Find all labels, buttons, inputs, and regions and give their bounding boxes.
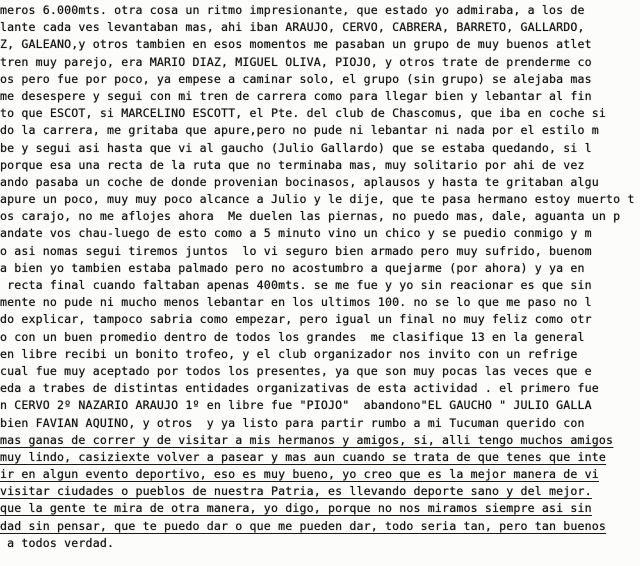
text-line: o con un buen promedio dentro de todos los grandes me clasifique 13 en la general bbox=[0, 329, 585, 344]
text-line: tren muy parejo, era MARIO DIAZ, MIGUEL OLIVA, PIOJO, y otros trate de prenderme co bbox=[0, 54, 592, 69]
text-line: bien FAVIAN AQUINO, y otros y ya listo para partir rumbo a mi Tucuman querido con bbox=[0, 415, 585, 430]
text-line-underlined: mas ganas de correr y de visitar a mis hermanos y amigos, si, alli tengo muchos amigos bbox=[0, 432, 614, 447]
text-line-underlined: ir en algun evento deportivo, eso es muy bueno, yo creo que es la mejor manera de vi bbox=[0, 467, 599, 482]
text-line: a bien yo tambien estaba palmado pero no acostumbro a quejarme (por ahora) y ya en bbox=[0, 260, 585, 275]
text-line-underlined: que la gente te mira de otra manera, yo digo, porque no nos miramos siempre asi sin bbox=[0, 501, 592, 516]
text-line: ando pasaba un coche de donde provenian bocinasos, aplausos y hasta te gritaban algu bbox=[0, 174, 599, 189]
text-line: me desespere y segui con mi tren de carrera como para llegar bien y lebantar al fin bbox=[0, 88, 592, 103]
text-line: a todos verdad. bbox=[0, 535, 115, 550]
text-line: os pero fue por poco, ya empese a caminar solo, el grupo (sin grupo) se alejaba mas bbox=[0, 71, 592, 86]
text-line: n CERVO 2º NAZARIO ARAUJO 1º en libre fue "PIOJO" abandono"EL GAUCHO " JULIO GALLA bbox=[0, 398, 592, 413]
text-line: os carajo, no me aflojes ahora Me duelen las piernas, no puedo mas, dale, aguanta un p bbox=[0, 209, 621, 224]
text-line: mente no pude ni mucho menos lebantar en los ultimos 100. no se lo que me paso no l bbox=[0, 295, 592, 310]
text-line-underlined: dad sin pensar, que te puedo dar o que me pueden dar, todo seria tan, pero tan buenos bbox=[0, 518, 607, 533]
text-line: cual fue muy aceptado por todos los presentes, ya que son muy pocas las veces que e bbox=[0, 363, 592, 378]
text-line: to que ESCOT, si MARCELINO ESCOTT, el Pte. del club de Chascomus, que iba en coche si bbox=[0, 106, 607, 121]
text-line: porque esa una recta de la ruta que no terminaba mas, muy solitario por ahi de vez bbox=[0, 157, 585, 172]
text-line: o asi nomas segui tiremos juntos lo vi seguro bien armado pero muy sufrido, buenom bbox=[0, 243, 592, 258]
text-line: be y segui asi hasta que vi al gaucho (Julio Gallardo) que se estaba quedando, si l bbox=[0, 140, 592, 155]
text-line: apure un poco, muy muy poco alcance a Julio y le dije, que te pasa hermano estoy muerto t bbox=[0, 192, 635, 207]
document-text bbox=[0, 2, 640, 552]
text-line: lante cada ves levantaban mas, ahi iban ARAUJO, CERVO, CABRERA, BARRETO, GALLARDO, bbox=[0, 20, 585, 35]
text-line-underlined: visitar ciudades o pueblos de nuestra Patria, es llevando deporte sano y del mejor. bbox=[0, 484, 592, 499]
text-line: andate vos chau-luego de esto como a 5 minuto vino un chico y se puedio conmigo y m bbox=[0, 226, 592, 241]
text-line: eda a trabes de distintas entidades organizativas de esta actividad . el primero fue bbox=[0, 381, 599, 396]
text-line: Z, GALEANO,y otros tambien en esos momentos me pasaban un grupo de muy buenos atlet bbox=[0, 37, 592, 52]
text-line: do la carrera, me gritaba que apure,pero no pude ni lebantar ni nada por el estilo m bbox=[0, 123, 599, 138]
text-line: do explicar, tampoco sabria como empezar, pero igual un final no muy feliz como otr bbox=[0, 312, 592, 327]
text-line: meros 6.000mts. otra cosa un ritmo impresionante, que estado yo admiraba, a los de bbox=[0, 3, 585, 17]
text-line: recta final cuando faltaban apenas 400mts. se me fue y yo sin reacionar es que sin bbox=[0, 278, 592, 292]
text-line: en libre recibi un bonito trofeo, y el club organizador nos invito con un refrige bbox=[0, 346, 578, 361]
text-line-underlined: muy lindo, casiziexte volver a pasear y mas aun cuando se trata de que tenes que inte bbox=[0, 449, 607, 464]
